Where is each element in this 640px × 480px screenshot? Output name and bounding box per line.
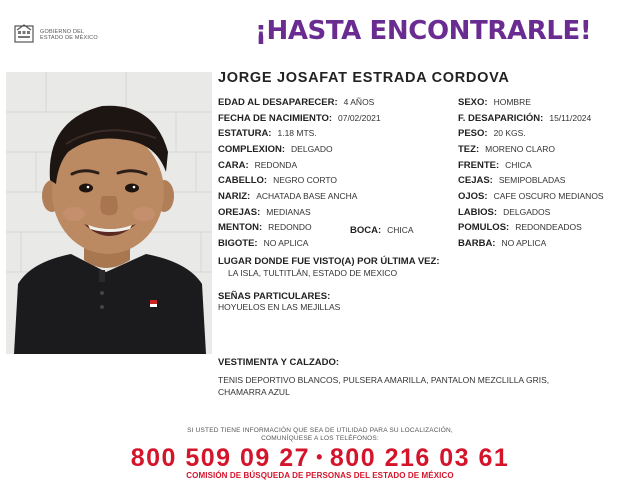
clothing-value-line-1: TENIS DEPORTIVO BLANCOS, PULSERA AMARILLA, PANTALON MEZCLILLA GRIS, xyxy=(218,375,550,385)
field-skin-tone xyxy=(458,144,555,155)
field-forehead xyxy=(458,160,532,171)
field-label: POMULOS: xyxy=(458,222,510,233)
phone-numbers xyxy=(0,444,640,473)
state-government-logo xyxy=(12,22,132,48)
field-value: REDONDA xyxy=(254,160,298,170)
field-value: MORENO CLARO xyxy=(485,144,556,154)
field-ears xyxy=(218,207,311,218)
field-complexion xyxy=(218,144,333,155)
field-mustache xyxy=(218,238,308,249)
field-value: 20 KGS. xyxy=(493,128,526,138)
last-seen-label: LUGAR DONDE FUE VISTO(A) POR ÚLTIMA VEZ: xyxy=(218,256,440,267)
field-weight xyxy=(458,128,526,139)
field-hair xyxy=(218,175,337,186)
missing-person-photo xyxy=(6,72,212,354)
field-label: COMPLEXION: xyxy=(218,144,286,155)
field-label: BIGOTE: xyxy=(218,238,258,249)
coat-of-arms-icon xyxy=(12,22,36,46)
field-label: FRENTE: xyxy=(458,160,500,171)
clothing-value-line-2: CHAMARRA AZUL xyxy=(218,387,290,397)
phone-number-2[interactable]: 800 216 03 61 xyxy=(329,444,510,472)
contact-info-line-2: COMUNÍQUESE A LOS TELÉFONOS: xyxy=(261,435,379,442)
field-face xyxy=(218,160,297,171)
field-value: REDONDO xyxy=(268,222,312,232)
field-value: 15/11/2024 xyxy=(549,113,592,123)
field-label: PESO: xyxy=(458,128,488,139)
field-value: REDONDEADOS xyxy=(515,222,582,232)
distinguishing-marks-label: SEÑAS PARTICULARES: xyxy=(218,291,331,302)
field-label: OREJAS: xyxy=(218,207,261,218)
field-height xyxy=(218,128,317,139)
field-label: CABELLO: xyxy=(218,175,268,186)
field-label: CARA: xyxy=(218,160,249,171)
field-beard xyxy=(458,238,546,249)
field-label: F. DESAPARICIÓN: xyxy=(458,113,544,124)
field-age xyxy=(218,97,374,108)
field-label: ESTATURA: xyxy=(218,128,272,139)
field-value: NO APLICA xyxy=(501,238,547,248)
field-value: MEDIANAS xyxy=(266,207,311,217)
field-value: NEGRO CORTO xyxy=(273,175,337,185)
field-birth-date xyxy=(218,113,381,124)
field-value: CAFE OSCURO MEDIANOS xyxy=(493,191,604,201)
field-lips xyxy=(458,207,550,218)
field-cheekbones xyxy=(458,222,582,233)
field-value: 07/02/2021 xyxy=(338,113,381,123)
field-label: EDAD AL DESAPARECER: xyxy=(218,97,338,108)
commission-name: COMISIÓN DE BÚSQUEDA DE PERSONAS DEL ESTADO DE MÉXICO xyxy=(186,471,454,480)
field-label: BARBA: xyxy=(458,238,496,249)
field-value: NO APLICA xyxy=(263,238,309,248)
field-label: CEJAS: xyxy=(458,175,493,186)
field-value: CHICA xyxy=(387,225,414,235)
distinguishing-marks-value: HOYUELOS EN LAS MEJILLAS xyxy=(218,302,341,312)
field-value: 4 AÑOS xyxy=(343,97,375,107)
field-value: 1.18 MTS. xyxy=(277,128,317,138)
field-label: FECHA DE NACIMIENTO: xyxy=(218,113,332,124)
field-value: SEMIPOBLADAS xyxy=(498,175,566,185)
field-mouth xyxy=(350,225,414,236)
field-label: TEZ: xyxy=(458,144,480,155)
contact-info-line-1: SI USTED TIENE INFORMACIÓN QUE SEA DE UTILIDAD PARA SU LOCALIZACIÓN, xyxy=(187,427,453,434)
logo-line-2: ESTADO DE MÉXICO xyxy=(40,35,98,41)
headline: ¡HASTA ENCONTRARLE! xyxy=(255,16,592,46)
phone-separator: • xyxy=(316,447,324,467)
field-eyes xyxy=(458,191,604,202)
field-eyebrows xyxy=(458,175,565,186)
field-label: BOCA: xyxy=(350,225,382,236)
clothing-label: VESTIMENTA Y CALZADO: xyxy=(218,357,340,368)
field-sex xyxy=(458,97,531,108)
field-chin xyxy=(218,222,312,233)
field-label: OJOS: xyxy=(458,191,488,202)
field-disappearance-date xyxy=(458,113,591,124)
field-nose xyxy=(218,191,357,202)
field-value: DELGADOS xyxy=(503,207,551,217)
field-value: CHICA xyxy=(505,160,532,170)
field-value: DELGADO xyxy=(291,144,333,154)
field-value: ACHATADA BASE ANCHA xyxy=(256,191,358,201)
last-seen-value: LA ISLA, TULTITLÁN, ESTADO DE MEXICO xyxy=(228,268,398,278)
field-value: HOMBRE xyxy=(493,97,531,107)
field-label: MENTON: xyxy=(218,222,263,233)
field-label: NARIZ: xyxy=(218,191,251,202)
field-label: LABIOS: xyxy=(458,207,498,218)
phone-number-1[interactable]: 800 509 09 27 xyxy=(130,444,311,472)
person-name: JORGE JOSAFAT ESTRADA CORDOVA xyxy=(218,70,510,86)
logo-line-1: GOBIERNO DEL xyxy=(40,29,85,35)
field-label: SEXO: xyxy=(458,97,488,108)
